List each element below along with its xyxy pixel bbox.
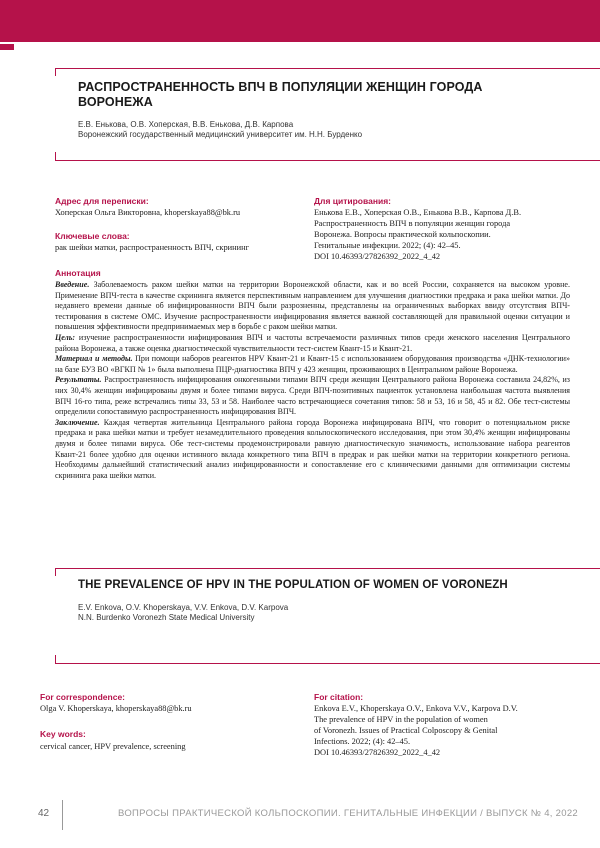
affiliation-en: N.N. Burdenko Voronezh State Medical University — [78, 613, 255, 622]
conclusion-heading: Заключение. — [55, 417, 100, 427]
citation-label-en: For citation: — [314, 692, 364, 702]
citation-label-ru: Для цитирования: — [314, 196, 391, 206]
correspondence-label-ru: Адрес для переписки: — [55, 196, 149, 206]
keywords-text-en: cervical cancer, HPV prevalence, screening — [40, 742, 186, 751]
title-frame-tick-en — [55, 568, 56, 576]
citation-text-ru — [314, 207, 584, 262]
citation-text-en — [314, 703, 584, 758]
results-heading: Результаты. — [55, 375, 102, 385]
abstract-conclusion — [55, 418, 570, 482]
title-frame-top-en — [55, 568, 600, 569]
methods-heading: Материал и методы. — [55, 354, 133, 364]
citation-ru-line: Воронежа. Вопросы практической кольпоскопии. — [314, 230, 491, 239]
intro-heading: Введение. — [55, 280, 90, 289]
correspondence-label-en: For correspondence: — [40, 692, 126, 702]
citation-ru-line: Енькова Е.В., Хоперская О.В., Енькова В.В., Карпова Д.В. — [314, 208, 522, 217]
methods-text: При помощи наборов реагентов HPV Квант-21 и Квант-15 с использованием оборудования производства «ДНК-технологии» на базе БУЗ ВО «ВГКП № 1» была выполнена ПЦР-диагностика ВПЧ у 423 женщин, проживающих в Центральном районе Воронежа. — [55, 354, 570, 374]
citation-en-line: of Voronezh. Issues of Practical Colposcopy & Genital — [314, 726, 498, 735]
title-ru-line2: ВОРОНЕЖА — [78, 95, 153, 109]
footer-divider — [62, 800, 63, 830]
citation-ru-line: Генитальные инфекции. 2022; (4): 42–45. — [314, 241, 461, 250]
title-frame-tick-bottom-en — [55, 655, 56, 663]
keywords-label-ru: Ключевые слова: — [55, 231, 130, 241]
citation-ru-line: Распространенность ВПЧ в популяции женщин города — [314, 219, 511, 228]
citation-en-line: The prevalence of HPV in the population of women — [314, 715, 488, 724]
abstract-label: Аннотация — [55, 268, 101, 278]
page-number: 42 — [38, 808, 50, 819]
title-frame-top — [55, 68, 600, 69]
header-accent — [0, 44, 14, 50]
conclusion-text: Каждая четвертая жительница Центрального района города Воронежа инфицирована ВПЧ, что говорит о потенциальном риске предрака и рака шейки матки и требует незамедлительного проведения кольпоскопического исследования, при этом 30,4% женщин инфицированы двумя и более типами вируса. Обе тест-системы продемонстрировали равную диагностическую значимость, использование набора реагентов Квант-21 более удобно для оценки истинного вклада конкретного типа ВПЧ в предрак и рак шейки матки на территории конкретного региона. Необходимы дальнейший статистический анализ инфицированности и сопоставление его с клиническими данными для оптимизации системы скрининга рака шейки матки. — [55, 417, 570, 480]
abstract-body — [55, 280, 570, 481]
abstract-aim — [55, 333, 570, 354]
keywords-label-en: Key words: — [40, 729, 86, 739]
abstract-results — [55, 375, 570, 417]
title-frame-bottom-en — [55, 663, 600, 664]
article-title-en: THE PREVALENCE OF HPV IN THE POPULATION OF WOMEN OF VORONEZH — [78, 579, 508, 591]
abstract-methods — [55, 354, 570, 375]
abstract-intro — [55, 280, 570, 333]
authors-en: E.V. Enkova, O.V. Khoperskaya, V.V. Enkova, D.V. Karpova — [78, 603, 289, 612]
citation-en-line: Infections. 2022; (4): 42–45. — [314, 737, 411, 746]
title-frame-tick-bottom — [55, 152, 56, 160]
header-band — [0, 0, 600, 42]
journal-name: ВОПРОСЫ ПРАКТИЧЕСКОЙ КОЛЬПОСКОПИИ. ГЕНИТАЛЬНЫЕ ИНФЕКЦИИ / ВЫПУСК № 4, 2022 — [118, 808, 579, 819]
intro-text: Заболеваемость раком шейки матки на территории Воронежской области, как и во всей России, сохраняется на высоком уровне. Применение ВПЧ-теста в качестве скрининга является перспективным направлением для улучшения диагностики предрака и рака шейки матки. До недавнего времени данные об инфицированности ВПЧ были разрозненны, представлены на ограниченных выборках ввиду отсутствия ВПЧ-тестирования в системе ОМС. Изучение распространенности инфицирования является важной составляющей для правильной оценки ситуации и повышения эффективности предпринимаемых мер в борьбе с раком шейки матки. — [55, 280, 570, 332]
affiliation-ru: Воронежский государственный медицинский университет им. Н.Н. Бурденко — [78, 130, 363, 139]
title-ru-line1: РАСПРОСТРАНЕННОСТЬ ВПЧ В ПОПУЛЯЦИИ ЖЕНЩИН ГОРОДА — [78, 80, 483, 94]
article-title-ru — [78, 80, 483, 110]
citation-ru-line: DOI 10.46393/27826392_2022_4_42 — [314, 252, 441, 261]
title-frame-bottom — [55, 160, 600, 161]
title-frame-tick — [55, 68, 56, 76]
authors-ru: Е.В. Енькова, О.В. Хоперская, В.В. Енькова, Д.В. Карпова — [78, 120, 294, 129]
aim-text: изучение распространенности инфицирования ВПЧ и частоты встречаемости различных типов среди женского населения Центрального района Воронежа, а также оценка диагностической чувствительности тест-систем Квант-15 и Квант-21. — [55, 332, 570, 353]
citation-en-line: Enkova E.V., Khoperskaya O.V., Enkova V.V., Karpova D.V. — [314, 704, 518, 713]
aim-heading: Цель: — [55, 332, 76, 342]
citation-en-line: DOI 10.46393/27826392_2022_4_42 — [314, 748, 441, 757]
correspondence-text-ru: Хоперская Ольга Викторовна, khoperskaya88@bk.ru — [55, 208, 241, 217]
keywords-text-ru: рак шейки матки, распространенность ВПЧ, скрининг — [55, 243, 250, 252]
correspondence-text-en: Olga V. Khoperskaya, khoperskaya88@bk.ru — [40, 704, 192, 713]
results-text: Распространенность инфицирования онкогенными типами ВПЧ среди женщин Центрального района Воронежа составила 24,82%, из них 30,4% женщин инфицированы двумя и более типами вируса. Среди ВПЧ-позитивных пациенток установлена наибольшая частота выявления ВПЧ 16-го типа, реже встречались типы 33, 53 и 58. Наиболее часто встречающиеся сочетания типов: 58 и 53, 16 и 58, 45 и 82. Обе тест-системы определили сопоставимую распространенность инфицирования ВПЧ. — [55, 375, 570, 417]
